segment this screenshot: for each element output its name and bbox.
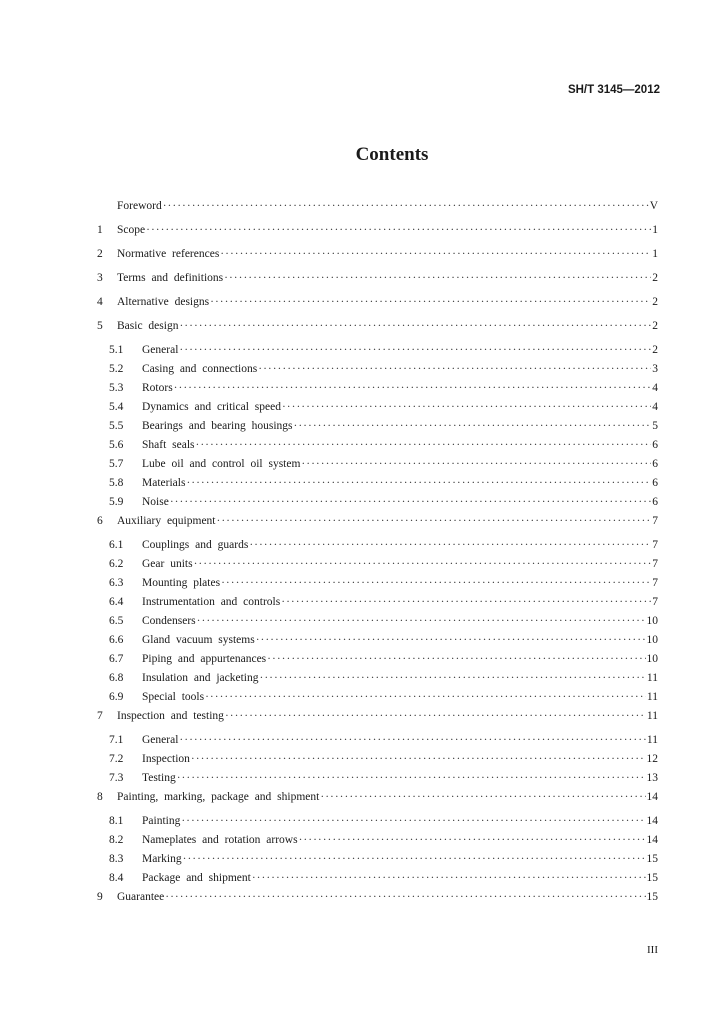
toc-entry-label: Gland vacuum systems	[142, 634, 255, 646]
toc-entry-page: 2	[652, 296, 658, 308]
toc-entry-label: Bearings and bearing housings	[142, 420, 293, 432]
toc-entry-number: 1	[97, 224, 103, 236]
toc-entry-label: Materials	[142, 477, 186, 489]
toc-entry-page: 2	[652, 272, 658, 284]
toc-dot-leader	[267, 653, 645, 665]
toc-entry-label: Insulation and jacketing	[142, 672, 259, 684]
toc-entry-page: V	[649, 200, 658, 212]
toc-dot-leader	[183, 853, 646, 865]
toc-entry-number: 7	[97, 710, 103, 722]
toc-entry-number: 5.5	[109, 420, 124, 432]
toc-entry[interactable]	[97, 224, 658, 248]
toc-entry-label: Alternative designs	[117, 296, 210, 308]
toc-entry-page: 12	[646, 753, 658, 765]
toc-entry[interactable]	[97, 753, 658, 772]
toc-entry[interactable]	[97, 772, 658, 791]
toc-entry-label: Basic design	[117, 320, 179, 332]
toc-dot-leader	[186, 477, 651, 489]
toc-entry-label: Piping and appurtenances	[142, 653, 267, 665]
toc-entry-number: 5	[97, 320, 103, 332]
toc-dot-leader	[301, 458, 651, 470]
toc-entry[interactable]	[97, 710, 658, 734]
toc-entry[interactable]	[97, 515, 658, 539]
toc-dot-leader	[260, 672, 646, 684]
toc-entry[interactable]	[97, 320, 658, 344]
toc-entry-number: 8.1	[109, 815, 124, 827]
toc-entry-page: 7	[652, 596, 658, 608]
toc-dot-leader	[252, 872, 646, 884]
toc-entry-number: 6.3	[109, 577, 124, 589]
toc-entry-number: 6.8	[109, 672, 124, 684]
toc-entry[interactable]	[97, 891, 658, 915]
toc-entry[interactable]	[97, 615, 658, 634]
toc-entry-number: 6	[97, 515, 103, 527]
toc-entry-page: 7	[652, 558, 658, 570]
toc-dot-leader	[299, 834, 646, 846]
toc-entry-label: Couplings and guards	[142, 539, 249, 551]
toc-entry-number: 5.9	[109, 496, 124, 508]
toc-entry-label: Condensers	[142, 615, 196, 627]
toc-entry-page: 14	[646, 834, 658, 846]
toc-dot-leader	[205, 691, 646, 703]
toc-entry-number: 7.3	[109, 772, 124, 784]
toc-entry[interactable]	[97, 363, 658, 382]
toc-entry-number: 6.2	[109, 558, 124, 570]
toc-entry-label: Guarantee	[117, 891, 165, 903]
toc-entry-label: Auxiliary equipment	[117, 515, 216, 527]
toc-dot-leader	[146, 224, 651, 236]
toc-entry-label: General	[142, 734, 179, 746]
toc-entry-number: 5.7	[109, 458, 124, 470]
toc-dot-leader	[197, 615, 646, 627]
toc-entry-label: Lube oil and control oil system	[142, 458, 301, 470]
toc-entry-page: 11	[646, 734, 658, 746]
toc-dot-leader	[294, 420, 652, 432]
toc-entry-page: 10	[646, 634, 658, 646]
toc-entry-page: 3	[652, 363, 658, 375]
toc-entry-number: 8.2	[109, 834, 124, 846]
toc-entry[interactable]	[97, 872, 658, 891]
toc-entry[interactable]	[97, 691, 658, 710]
toc-dot-leader	[217, 515, 652, 527]
toc-entry-number: 6.7	[109, 653, 124, 665]
toc-entry-number: 9	[97, 891, 103, 903]
toc-entry-page: 11	[646, 710, 658, 722]
toc-dot-leader	[179, 344, 651, 356]
page-number: III	[647, 944, 658, 956]
toc-dot-leader	[320, 791, 645, 803]
toc-entry-label: Noise	[142, 496, 169, 508]
toc-entry-label: Rotors	[142, 382, 173, 394]
toc-entry-number: 5.2	[109, 363, 124, 375]
toc-entry-label: Casing and connections	[142, 363, 258, 375]
toc-entry-label: Normative references	[117, 248, 220, 260]
toc-entry-page: 7	[652, 577, 658, 589]
toc-entry-page: 11	[646, 672, 658, 684]
toc-entry[interactable]	[97, 344, 658, 363]
toc-entry-page: 15	[646, 853, 658, 865]
toc-entry-label: Inspection	[142, 753, 190, 765]
toc-entry[interactable]	[97, 577, 658, 596]
toc-entry-label: Dynamics and critical speed	[142, 401, 281, 413]
toc-dot-leader	[191, 753, 646, 765]
toc-entry-number: 5.4	[109, 401, 124, 413]
toc-entry[interactable]	[97, 791, 658, 815]
toc-entry[interactable]	[97, 539, 658, 558]
toc-entry-page: 6	[652, 477, 658, 489]
toc-entry[interactable]	[97, 477, 658, 496]
toc-entry[interactable]	[97, 272, 658, 296]
toc-entry-number: 6.1	[109, 539, 124, 551]
toc-entry-page: 2	[652, 344, 658, 356]
toc-entry-label: Marking	[142, 853, 182, 865]
toc-entry-number: 6.4	[109, 596, 124, 608]
toc-entry[interactable]	[97, 296, 658, 320]
toc-entry[interactable]	[97, 382, 658, 401]
toc-entry-label: Painting, marking, package and shipment	[117, 791, 320, 803]
toc-entry[interactable]	[97, 653, 658, 672]
page-title: Contents	[355, 144, 429, 165]
toc-entry[interactable]	[97, 420, 658, 439]
toc-dot-leader	[249, 539, 651, 551]
toc-entry[interactable]	[97, 200, 658, 224]
toc-entry-label: Package and shipment	[142, 872, 251, 884]
toc-entry-label: Special tools	[142, 691, 205, 703]
toc-entry-number: 5.6	[109, 439, 124, 451]
toc-entry-label: Shaft seals	[142, 439, 195, 451]
toc-dot-leader	[181, 815, 645, 827]
toc-dot-leader	[282, 401, 651, 413]
toc-dot-leader	[179, 320, 651, 332]
toc-dot-leader	[281, 596, 651, 608]
toc-entry-number: 5.3	[109, 382, 124, 394]
toc-entry-label: Testing	[142, 772, 176, 784]
toc-entry-page: 14	[646, 815, 658, 827]
toc-dot-leader	[221, 577, 651, 589]
toc-entry[interactable]	[97, 634, 658, 653]
toc-entry-page: 4	[652, 401, 658, 413]
toc-dot-leader	[165, 891, 645, 903]
toc-entry-label: Inspection and testing	[117, 710, 224, 722]
toc-dot-leader	[194, 558, 652, 570]
toc-entry-page: 1	[652, 224, 658, 236]
toc-dot-leader	[177, 772, 646, 784]
toc-entry[interactable]	[97, 439, 658, 458]
toc-entry-number: 6.5	[109, 615, 124, 627]
toc-dot-leader	[174, 382, 652, 394]
toc-entry-label: Gear units	[142, 558, 193, 570]
toc-entry-number: 2	[97, 248, 103, 260]
toc-dot-leader	[224, 272, 651, 284]
toc-entry-page: 2	[652, 320, 658, 332]
toc-entry-page: 14	[646, 791, 658, 803]
toc-dot-leader	[258, 363, 651, 375]
toc-entry-page: 6	[652, 496, 658, 508]
toc-entry[interactable]	[97, 496, 658, 515]
toc-entry[interactable]	[97, 853, 658, 872]
toc-entry-number: 7.1	[109, 734, 124, 746]
toc-entry[interactable]	[97, 815, 658, 834]
toc-entry-number: 6.6	[109, 634, 124, 646]
table-of-contents	[97, 200, 658, 915]
toc-entry[interactable]	[97, 734, 658, 753]
toc-entry-label: Foreword	[117, 200, 162, 212]
toc-dot-leader	[210, 296, 651, 308]
toc-entry[interactable]	[97, 596, 658, 615]
toc-dot-leader	[196, 439, 652, 451]
toc-entry-number: 8.3	[109, 853, 124, 865]
toc-dot-leader	[163, 200, 649, 212]
toc-entry-label: General	[142, 344, 179, 356]
toc-entry-page: 10	[646, 615, 658, 627]
toc-entry-page: 7	[652, 539, 658, 551]
toc-entry-label: Instrumentation and controls	[142, 596, 281, 608]
toc-entry-page: 15	[646, 872, 658, 884]
toc-entry-page: 10	[646, 653, 658, 665]
toc-entry-number: 8	[97, 791, 103, 803]
toc-dot-leader	[179, 734, 646, 746]
toc-entry-page: 7	[652, 515, 658, 527]
toc-entry[interactable]	[97, 458, 658, 477]
toc-entry-number: 4	[97, 296, 103, 308]
toc-entry-page: 6	[652, 439, 658, 451]
document-code: SH/T 3145—2012	[567, 84, 660, 96]
toc-entry[interactable]	[97, 834, 658, 853]
toc-entry-number: 7.2	[109, 753, 124, 765]
toc-entry-page: 1	[652, 248, 658, 260]
toc-entry-label: Terms and definitions	[117, 272, 224, 284]
toc-dot-leader	[225, 710, 646, 722]
toc-entry-number: 5.8	[109, 477, 124, 489]
toc-entry-number: 8.4	[109, 872, 124, 884]
toc-entry-page: 4	[652, 382, 658, 394]
toc-dot-leader	[170, 496, 651, 508]
toc-entry-page: 6	[652, 458, 658, 470]
toc-entry-page: 5	[652, 420, 658, 432]
toc-entry-page: 13	[646, 772, 658, 784]
toc-entry-number: 5.1	[109, 344, 124, 356]
toc-entry-number: 6.9	[109, 691, 124, 703]
toc-entry-label: Scope	[117, 224, 146, 236]
toc-entry-page: 15	[646, 891, 658, 903]
toc-entry[interactable]	[97, 672, 658, 691]
toc-entry[interactable]	[97, 558, 658, 577]
toc-entry-page: 11	[646, 691, 658, 703]
toc-dot-leader	[256, 634, 646, 646]
toc-entry-number: 3	[97, 272, 103, 284]
toc-entry-label: Mounting plates	[142, 577, 221, 589]
toc-entry[interactable]	[97, 401, 658, 420]
toc-entry-label: Painting	[142, 815, 181, 827]
toc-entry-label: Nameplates and rotation arrows	[142, 834, 298, 846]
toc-entry[interactable]	[97, 248, 658, 272]
toc-dot-leader	[220, 248, 651, 260]
